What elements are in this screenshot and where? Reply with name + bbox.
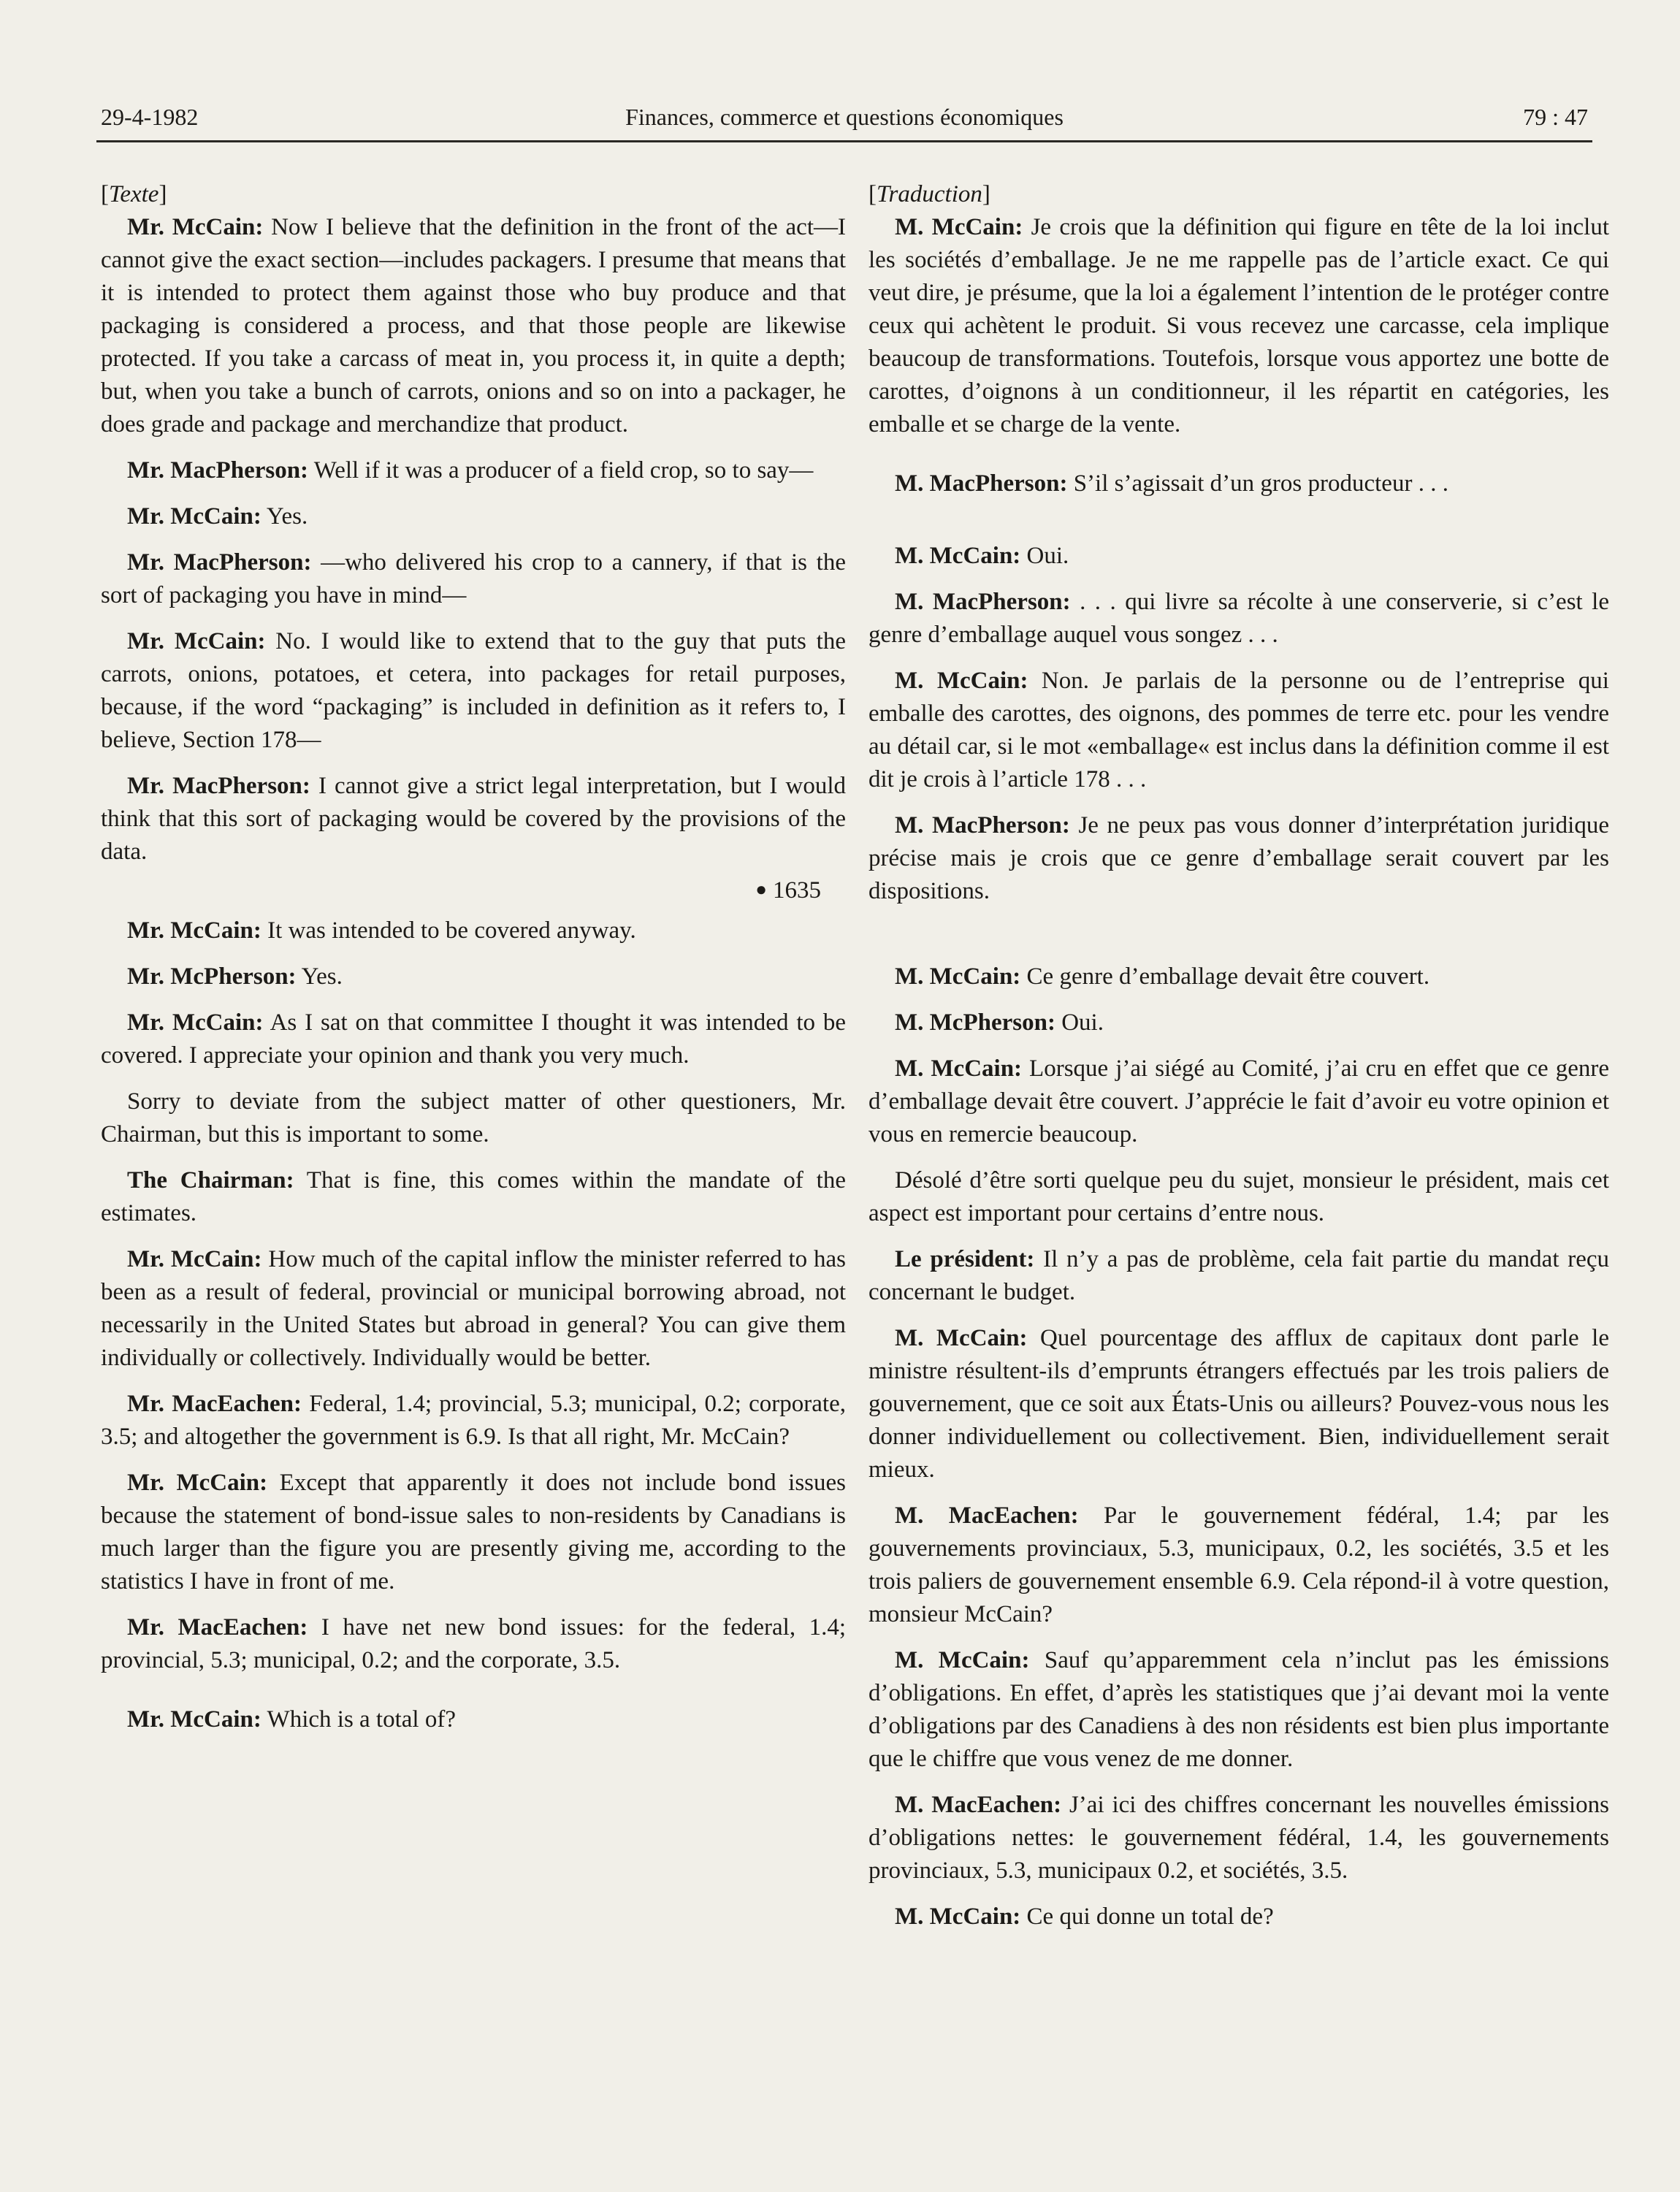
speaker-name: Mr. McCain: bbox=[127, 214, 264, 240]
speech-paragraph bbox=[101, 1388, 846, 1454]
speech-paragraph bbox=[868, 1789, 1609, 1887]
speech-text: Yes. bbox=[261, 503, 308, 530]
speech-paragraph bbox=[101, 546, 846, 612]
speech-paragraph bbox=[101, 1164, 846, 1230]
speaker-name: Mr. McCain: bbox=[127, 628, 266, 654]
speech-paragraph bbox=[101, 1243, 846, 1375]
speaker-name: The Chairman: bbox=[127, 1167, 294, 1194]
speaker-name: Mr. McCain: bbox=[127, 1470, 268, 1496]
section-label-text: Traduction bbox=[877, 181, 982, 207]
speech-text: Non. Je parlais de la personne ou de l’entreprise qui emballe des carottes, des oignons, des pommes de terre etc. pour les vendre au détail car, si le mot «emballage« est inclus dans la définition comme il est dit je crois à l’article 178 . . . bbox=[868, 668, 1609, 793]
speaker-name: Mr. McCain: bbox=[127, 1706, 261, 1733]
speaker-name: M. MacPherson: bbox=[895, 589, 1071, 615]
speech-paragraph bbox=[868, 1901, 1609, 1933]
section-label-texte: [Texte] bbox=[101, 181, 167, 207]
speech-text: I have net new bond issues: for the federal, 1.4; provincial, 5.3; municipal, 0.2; and the corporate, 3.5. bbox=[101, 1614, 847, 1673]
speaker-name: M. MacEachen: bbox=[895, 1502, 1079, 1529]
speech-text: Lorsque j’ai siégé au Comité, j’ai cru en effet que ce genre d’emballage devait être couvert. J’apprécie le fait d’avoir eu votre opinion et vous en remercie beaucoup. bbox=[868, 1055, 1609, 1147]
speech-paragraph bbox=[101, 770, 846, 868]
speech-text: Oui. bbox=[1055, 1009, 1104, 1036]
speaker-name: Le président: bbox=[895, 1246, 1035, 1272]
speech-paragraph bbox=[101, 500, 846, 533]
speech-text: I cannot give a strict legal interpretation, but I would think that this sort of packaging would be covered by the provisions of the data. bbox=[101, 773, 846, 865]
speech-paragraph bbox=[101, 211, 846, 441]
page-header bbox=[96, 99, 1592, 142]
speech-text: Except that apparently it does not include bond issues because the statement of bond-issue sales to non-residents by Canadians is much larger than the figure you are presently giving me, according to the statistics I have in front of me. bbox=[101, 1470, 846, 1595]
speech-paragraph bbox=[868, 1500, 1609, 1631]
speech-text: Now I believe that the definition in the front of the act—I cannot give the exact section—includes packagers. I presume that means that it is intended to protect them against those who buy produce and that packaging is considered a process, and that those people are likewise protected. If you take a carcass of meat in, you process it, in quite a depth; but, when you take a bunch of carrots, onions and so on into a packager, he does grade and package and merchandize that product. bbox=[101, 214, 846, 438]
speaker-name: M. McCain: bbox=[895, 1903, 1021, 1930]
speech-text: —who delivered his crop to a cannery, if that is the sort of packaging you have in mind— bbox=[101, 549, 846, 608]
speaker-name: M. McCain: bbox=[895, 963, 1021, 990]
header-date: 29-4-1982 bbox=[101, 104, 199, 130]
speech-paragraph bbox=[868, 665, 1609, 796]
speaker-name: M. McPherson: bbox=[895, 1009, 1055, 1036]
speaker-name: M. MacPherson: bbox=[895, 470, 1068, 497]
speech-paragraph bbox=[101, 1467, 846, 1598]
speech-paragraph bbox=[101, 1611, 846, 1677]
speaker-name: Mr. MacPherson: bbox=[127, 457, 309, 484]
english-column bbox=[101, 178, 846, 1736]
speech-text: Ce qui donne un total de? bbox=[1020, 1903, 1274, 1930]
speaker-name: M. McCain: bbox=[895, 668, 1028, 694]
speech-text: Oui. bbox=[1020, 543, 1069, 569]
speech-paragraph bbox=[868, 1644, 1609, 1776]
section-label-text: Texte bbox=[109, 181, 159, 207]
speaker-name: M. MacPherson: bbox=[895, 812, 1070, 839]
speaker-name: Mr. MacPherson: bbox=[127, 549, 312, 576]
speech-text: No. I would like to extend that to the guy that puts the carrots, onions, potatoes, et cetera, into packages for retail purposes, because, if the word “packaging” is included in definition as it refers to, I believe, Section 178— bbox=[101, 628, 846, 753]
speaker-name: Mr. McCain: bbox=[127, 1009, 264, 1036]
speech-text: S’il s’agissait d’un gros producteur . . . bbox=[1067, 470, 1448, 497]
speech-text: Federal, 1.4; provincial, 5.3; municipal, 0.2; corporate, 3.5; and altogether the government is 6.9. Is that all right, Mr. McCain? bbox=[101, 1391, 846, 1450]
speaker-name: Mr. McPherson: bbox=[127, 963, 297, 990]
speaker-name: M. McCain: bbox=[895, 1647, 1030, 1673]
speech-paragraph bbox=[101, 961, 846, 993]
speech-text: Désolé d’être sorti quelque peu du sujet, monsieur le président, mais cet aspect est important pour certains d’entre nous. bbox=[868, 1167, 1609, 1226]
speaker-name: M. McCain: bbox=[895, 543, 1021, 569]
speech-paragraph bbox=[868, 211, 1609, 441]
speech-text: Well if it was a producer of a field crop, so to say— bbox=[308, 457, 814, 484]
speech-text: Yes. bbox=[296, 963, 343, 990]
speech-paragraph bbox=[868, 809, 1609, 908]
speech-paragraph bbox=[101, 625, 846, 757]
speaker-name: M. MacEachen: bbox=[895, 1792, 1062, 1818]
speech-text: Quel pourcentage des afflux de capitaux dont parle le ministre résultent-ils d’emprunts étrangers effectués par les trois paliers de gouvernement, que ce soit aux États-Unis ou ailleurs? Pouvez-vous nous les donner individuellement ou collectivement. Bien, individuellement serait mieux. bbox=[868, 1325, 1609, 1483]
speech-text: Il n’y a pas de problème, cela fait partie du mandat reçu concernant le budget. bbox=[868, 1246, 1609, 1305]
time-marker-text: 1635 bbox=[773, 877, 821, 904]
bullet-icon: ● bbox=[755, 879, 767, 900]
speech-text: Ce genre d’emballage devait être couvert. bbox=[1020, 963, 1430, 990]
section-label-traduction: [Traduction] bbox=[868, 181, 990, 207]
speech-text: . . . qui livre sa récolte à une conserverie, si c’est le genre d’emballage auquel vous songez . . . bbox=[868, 589, 1609, 648]
speaker-name: Mr. McCain: bbox=[127, 917, 261, 944]
speech-paragraph bbox=[868, 1322, 1609, 1486]
speech-text: Sauf qu’apparemment cela n’inclut pas les émissions d’obligations. En effet, d’après les statistiques que j’ai devant moi la vente d’obligations par des Canadiens à des non résidents est bien plus importante que le chiffre que vous venez de me donner. bbox=[868, 1647, 1609, 1772]
speech-text: It was intended to be covered anyway. bbox=[261, 917, 636, 944]
speaker-name: Mr. MacEachen: bbox=[127, 1614, 308, 1641]
speech-paragraph bbox=[868, 467, 1609, 500]
speech-text: As I sat on that committee I thought it was intended to be covered. I appreciate your opinion and thank you very much. bbox=[101, 1009, 847, 1069]
speaker-name: Mr. McCain: bbox=[127, 1246, 262, 1272]
speech-paragraph bbox=[868, 586, 1609, 652]
speech-text: Par le gouvernement fédéral, 1.4; par les gouvernements provinciaux, 5.3, municipaux, 0.2, les sociétés, 3.5 et les trois paliers de gouvernement ensemble 6.9. Cela répond-il à votre question, monsieur McCain? bbox=[868, 1502, 1609, 1627]
speech-paragraph bbox=[868, 1053, 1609, 1151]
speech-paragraph bbox=[101, 914, 846, 947]
speech-text: That is fine, this comes within the mandate of the estimates. bbox=[101, 1167, 846, 1226]
speech-paragraph bbox=[868, 961, 1609, 993]
speaker-name: M. McCain: bbox=[895, 1325, 1028, 1351]
speech-paragraph bbox=[868, 540, 1609, 573]
speech-text: Sorry to deviate from the subject matter of other questioners, Mr. Chairman, but this is important to some. bbox=[101, 1088, 846, 1147]
speech-paragraph bbox=[101, 454, 846, 487]
speaker-name: Mr. McCain: bbox=[127, 503, 261, 530]
speech-text: J’ai ici des chiffres concernant les nouvelles émissions d’obligations nettes: le gouvernement fédéral, 1.4, les gouvernements provinciaux, 5.3, municipaux 0.2, et sociétés, 3.5. bbox=[868, 1792, 1609, 1884]
speech-paragraph bbox=[101, 1007, 846, 1072]
header-page-number: 79 : 47 bbox=[1523, 104, 1588, 130]
speech-paragraph bbox=[101, 1085, 846, 1151]
speech-paragraph bbox=[868, 1164, 1609, 1230]
speech-paragraph bbox=[868, 1007, 1609, 1039]
french-column bbox=[868, 178, 1609, 1933]
speech-text: How much of the capital inflow the minister referred to has been as a result of federal, provincial or municipal borrowing abroad, not necessarily in the United States but abroad in general? You can give them individually or collectively. Individually would be better. bbox=[101, 1246, 846, 1371]
speech-text: Which is a total of? bbox=[261, 1706, 456, 1733]
speaker-name: M. McCain: bbox=[895, 1055, 1023, 1082]
speaker-name: M. McCain: bbox=[895, 214, 1023, 240]
speaker-name: Mr. MacEachen: bbox=[127, 1391, 302, 1417]
header-title: Finances, commerce et questions économiques bbox=[625, 104, 1064, 130]
speech-paragraph bbox=[101, 1703, 846, 1736]
speech-paragraph bbox=[868, 1243, 1609, 1309]
speech-text: Je ne peux pas vous donner d’interprétation juridique précise mais je crois que ce genre d’emballage serait couvert par les dispositions. bbox=[868, 812, 1609, 904]
speech-text: Je crois que la définition qui figure en tête de la loi inclut les sociétés d’emballage. Je ne me rappelle pas de l’article exact. Ce qui veut dire, je présume, que la loi a également l’intention de le protéger contre ceux qui achètent le produit. Si vous recevez une carcasse, cela implique beaucoup de transformations. Toutefois, lorsque vous apportez une botte de carottes, d’oignons à un conditionneur, il les répartit en catégories, les emballe et se charge de la vente. bbox=[868, 214, 1609, 438]
speaker-name: Mr. MacPherson: bbox=[127, 773, 310, 799]
time-marker bbox=[101, 873, 846, 907]
